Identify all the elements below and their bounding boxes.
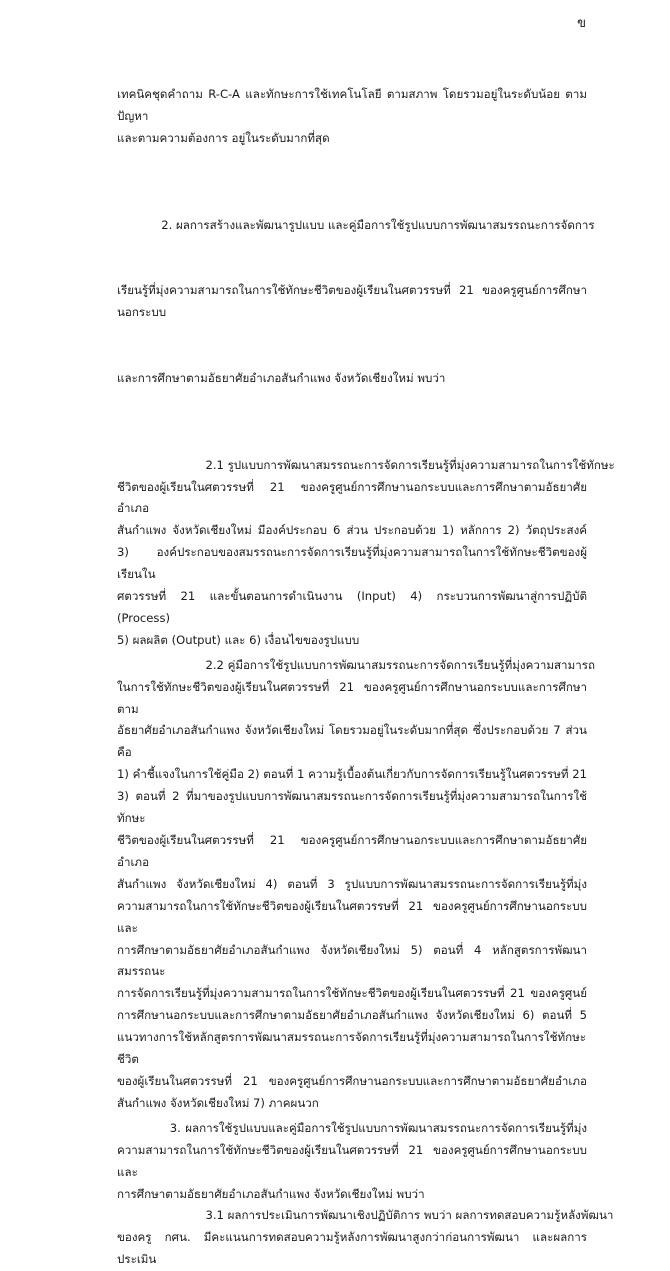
paragraph-section-2-1 <box>117 455 615 652</box>
text-line: ชีวิตของผู้เรียนในศตวรรษที่ 21 ของครูศูนย์การศึกษานอกระบบและการศึกษาตามอัธยาศัยอำเภอ <box>117 479 587 516</box>
text-line: การจัดการเรียนรู้ที่มุ่งความสามารถในการใช้ทักษะชีวิตของผู้เรียนในศตวรรษที่ 21 ของครูศูนย์ <box>117 986 587 1001</box>
text-line: ในการใช้ทักษะชีวิตของผู้เรียนในศตวรรษที่ 21 ของครูศูนย์การศึกษานอกระบบและการศึกษาตาม <box>117 679 587 716</box>
paragraph-section-2-2 <box>117 655 595 1115</box>
text-line: สันกำแพง จังหวัดเชียงใหม่ มีองค์ประกอบ 6 ส่วน ประกอบด้วย 1) หลักการ 2) วัตถุประสงค์ <box>117 523 587 538</box>
text-line: ความสามารถในการใช้ทักษะชีวิตของผู้เรียนในศตวรรษที่ 21 ของครูศูนย์การศึกษานอกระบบและ <box>117 1142 587 1179</box>
text-line: 3) องค์ประกอบของสมรรถนะการจัดการเรียนรู้ที่มุ่งความสามารถในการใช้ทักษะชีวิตของผู้เรียนใน <box>117 545 587 582</box>
text-line: 1) คำชี้แจงในการใช้คู่มือ 2) ตอนที่ 1 ความรู้เบื้องต้นเกี่ยวกับการจัดการเรียนรู้ในศตวรรษที่ 21 <box>117 767 587 782</box>
page-number: ข <box>577 16 586 31</box>
text-line: การศึกษาตามอัธยาศัยอำเภอสันกำแพง จังหวัดเชียงใหม่ พบว่า <box>117 1186 425 1201</box>
text-line: และตามความต้องการ อยู่ในระดับมากที่สุด <box>117 130 330 145</box>
paragraph-section-3-1 <box>117 1205 614 1271</box>
text-line: การศึกษาตามอัธยาศัยอำเภอสันกำแพง จังหวัดเชียงใหม่ 5) ตอนที่ 4 หลักสูตรการพัฒนาสมรรถนะ <box>117 942 587 979</box>
text-line: สันกำแพง จังหวัดเชียงใหม่ 4) ตอนที่ 3 รูปแบบการพัฒนาสมรรถนะการจัดการเรียนรู้ที่มุ่ง <box>117 876 587 891</box>
text-line: 3. ผลการใช้รูปแบบและคู่มือการใช้รูปแบบการพัฒนาสมรรถนะการจัดการเรียนรู้ที่มุ่ง <box>117 1120 587 1135</box>
text-line: เรียนรู้ที่มุ่งความสามารถในการใช้ทักษะชีวิตของผู้เรียนในศตวรรษที่ 21 ของครูศูนย์การศึกษานอกระบบ <box>117 283 587 320</box>
text-line: 3.1 ผลการประเมินการพัฒนาเชิงปฏิบัติการ พบว่า ผลการทดสอบความรู้หลังพัฒนา <box>117 1208 614 1223</box>
text-line: และการศึกษาตามอัธยาศัยอำเภอสันกำแพง จังหวัดเชียงใหม่ พบว่า <box>117 370 446 385</box>
text-line: ของครู กศน. มีคะแนนการทดสอบความรู้หลังการพัฒนาสูงกว่าก่อนการพัฒนา และผลการประเมิน <box>117 1230 587 1267</box>
text-line: สันกำแพง จังหวัดเชียงใหม่ 7) ภาคผนวก <box>117 1095 319 1110</box>
text-line: อัธยาศัยอำเภอสันกำแพง จังหวัดเชียงใหม่ โดยรวมอยู่ในระดับมากที่สุด ซึ่งประกอบด้วย 7 ส่วนคือ <box>117 723 587 760</box>
text-line: เทคนิคชุดคำถาม R-C-A และทักษะการใช้เทคโนโลยี ตามสภาพ โดยรวมอยู่ในระดับน้อย ตามปัญหา <box>117 87 587 123</box>
text-line: การศึกษานอกระบบและการศึกษาตามอัธยาศัยอำเภอสันกำแพง จังหวัดเชียงใหม่ 6) ตอนที่ 5 <box>117 1008 587 1023</box>
paragraph-section-2 <box>117 171 595 434</box>
paragraph-section-3 <box>117 1118 587 1206</box>
text-line: 2.1 รูปแบบการพัฒนาสมรรถนะการจัดการเรียนรู้ที่มุ่งความสามารถในการใช้ทักษะ <box>117 457 615 472</box>
text-line: 3) ตอนที่ 2 ที่มาของรูปแบบการพัฒนาสมรรถนะการจัดการเรียนรู้ที่มุ่งความสามารถในการใช้ทักษะ <box>117 789 587 826</box>
text-line: ของผู้เรียนในศตวรรษที่ 21 ของครูศูนย์การศึกษานอกระบบและการศึกษาตามอัธยาศัยอำเภอ <box>117 1073 587 1088</box>
text-line: 2. ผลการสร้างและพัฒนารูปแบบ และคู่มือการใช้รูปแบบการพัฒนาสมรรถนะการจัดการ <box>117 217 595 232</box>
text-line: ศตวรรษที่ 21 และขั้นตอนการดำเนินงาน (Input) 4) กระบวนการพัฒนาสู่การปฏิบัติ (Process) <box>117 589 587 625</box>
text-line: ชีวิตของผู้เรียนในศตวรรษที่ 21 ของครูศูนย์การศึกษานอกระบบและการศึกษาตามอัธยาศัยอำเภอ <box>117 833 587 869</box>
text-line: 5) ผลผลิต (Output) และ 6) เงื่อนไขของรูปแบบ <box>117 632 360 647</box>
text-line: ความสามารถในการใช้ทักษะชีวิตของผู้เรียนในศตวรรษที่ 21 ของครูศูนย์การศึกษานอกระบบและ <box>117 898 587 935</box>
document-body <box>117 84 615 1271</box>
text-line: 2.2 คู่มือการใช้รูปแบบการพัฒนาสมรรถนะการจัดการเรียนรู้ที่มุ่งความสามารถ <box>117 657 595 672</box>
paragraph-intro <box>117 84 587 150</box>
text-line: แนวทางการใช้หลักสูตรการพัฒนาสมรรถนะการจัดการเรียนรู้ที่มุ่งความสามารถในการใช้ทักษะชีวิต <box>117 1030 586 1067</box>
